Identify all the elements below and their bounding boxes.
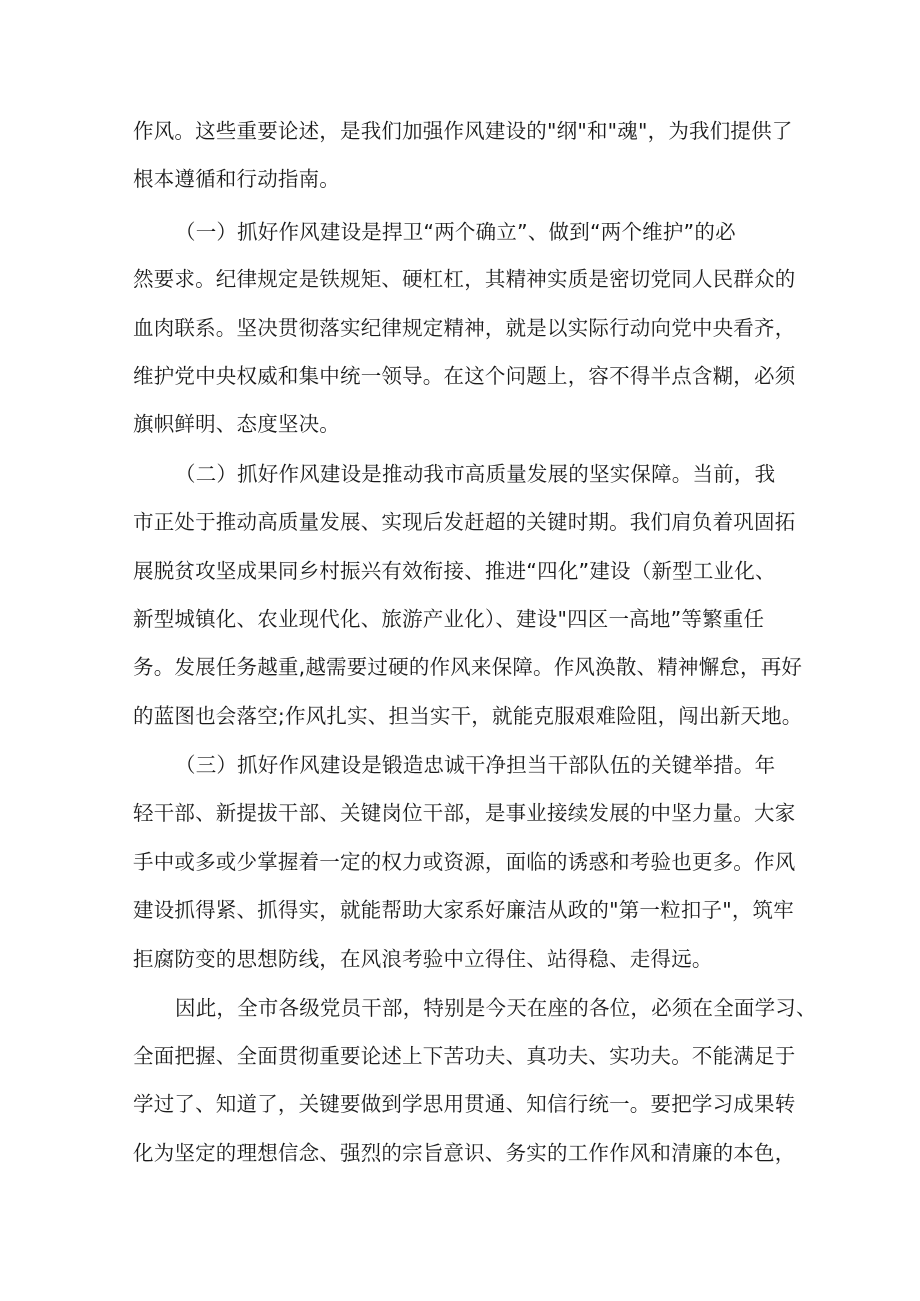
- text-line: 手中或多或少掌握着一定的权力或资源，面临的诱惑和考验也更多。作风: [133, 850, 796, 874]
- text-line: （三）抓好作风建设是锻造忠诚干净担当干部队伍的关键举措。年: [175, 753, 776, 777]
- text-line: 轻干部、新提拔干部、关键岗位干部，是事业接续发展的中坚力量。大家: [133, 801, 796, 825]
- text-line: 新型城镇化、农业现代化、旅游产业化）、建设"四区一高地”等繁重任: [133, 607, 765, 631]
- text-line: 因此，全市各级党员干部，特别是今天在座的各位，必须在全面学习、: [175, 996, 817, 1020]
- text-line: 拒腐防变的思想防线，在风浪考验中立得住、站得稳、走得远。: [133, 947, 713, 971]
- text-line: 学过了、知道了，关键要做到学思用贯通、知信行统一。要把学习成果转: [133, 1092, 796, 1116]
- text-line: 展脱贫攻坚成果同乡村振兴有效衔接、推进“四化”建设（新型工业化、: [133, 559, 776, 583]
- text-line: （二）抓好作风建设是推动我市高质量发展的坚实保障。当前，我: [175, 462, 776, 486]
- text-line: 市正处于推动高质量发展、实现后发赶超的关键时期。我们肩负着巩固拓: [133, 510, 796, 534]
- text-line: 旗帜鲜明、态度坚决。: [133, 412, 340, 436]
- text-line: 根本遵循和行动指南。: [133, 167, 340, 191]
- text-line: 建设抓得紧、抓得实，就能帮助大家系好廉洁从政的"第一粒扣子"，筑牢: [133, 898, 794, 922]
- text-line: 全面把握、全面贯彻重要论述上下苦功夫、真功夫、实功夫。不能满足于: [133, 1044, 796, 1068]
- text-line: 然要求。纪律规定是铁规矩、硬杠杠，其精神实质是密切党同人民群众的: [133, 267, 796, 291]
- text-line: 血肉联系。坚决贯彻落实纪律规定精神，就是以实际行动向党中央看齐，: [133, 316, 796, 340]
- text-line: 务。发展任务越重,越需要过硬的作风来保障。作风涣散、精神懈怠，再好: [133, 655, 803, 679]
- text-line: （一）抓好作风建设是捍卫“两个确立”、做到“两个维护”的必: [175, 220, 736, 244]
- text-line: 的蓝图也会落空;作风扎实、担当实干，就能克服艰难险阻，闯出新天地。: [133, 704, 803, 728]
- text-line: 维护党中央权威和集中统一领导。在这个问题上，容不得半点含糊，必须: [133, 364, 796, 388]
- text-line: 化为坚定的理想信念、强烈的宗旨意识、务实的工作作风和清廉的本色，: [133, 1141, 796, 1165]
- text-line: 作风。这些重要论述，是我们加强作风建设的"纲"和"魂"，为我们提供了: [133, 119, 793, 143]
